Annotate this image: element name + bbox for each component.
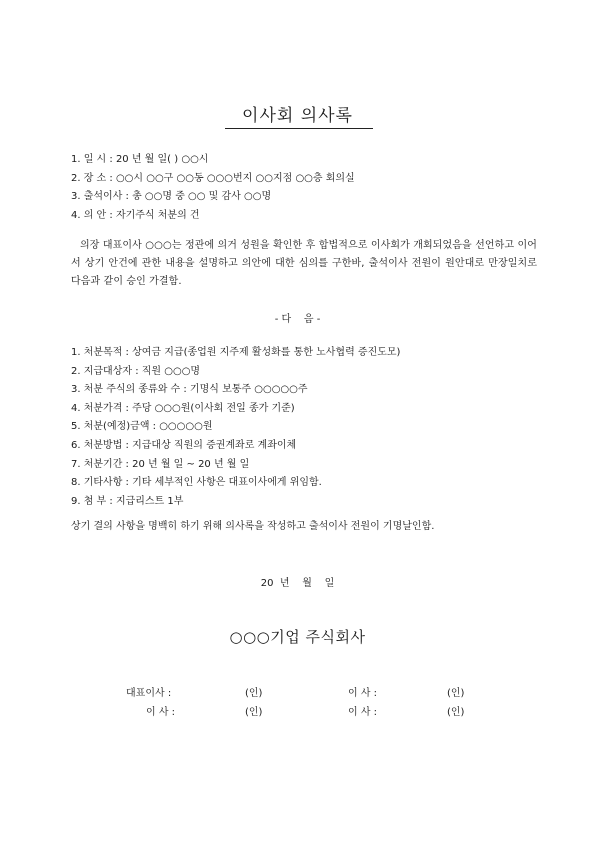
closing-statement: 상기 결의 사항을 명백히 하기 위해 의사록을 작성하고 출석이사 전원이 기명날인함. xyxy=(71,521,435,532)
signatory-title: 대표이사 : xyxy=(126,688,172,699)
signatory-title: 이 사 : xyxy=(146,707,176,718)
resolution-item: 4. 처분가격 : 주당 ○○○원(이사회 전일 종가 기준) xyxy=(71,402,295,414)
resolution-item: 3. 처분 주식의 종류와 수 : 기명식 보통주 ○○○○○주 xyxy=(71,384,308,396)
resolution-item: 7. 처분기간 : 20 년 월 일 ~ 20 년 월 일 xyxy=(71,458,250,470)
meeting-details xyxy=(71,151,355,225)
signature-row xyxy=(0,703,595,719)
agenda-line-datetime: 1. 일 시 : 20 년 월 일( ) ○○시 xyxy=(71,154,209,165)
seal-mark: (인) xyxy=(245,688,263,699)
resolution-item: 1. 처분목적 : 상여금 지급(종업원 지주제 활성화를 통한 노사협력 증진도모) xyxy=(71,347,401,358)
agenda-line-subject: 4. 의 안 : 자기주식 처분의 건 xyxy=(71,209,200,221)
document-title: 이사회 의사록 xyxy=(242,106,353,126)
seal-mark: (인) xyxy=(447,688,465,699)
signature-row xyxy=(0,684,595,700)
resolution-item: 6. 처분방법 : 지급대상 직원의 증권계좌로 계좌이체 xyxy=(71,439,297,451)
resolution-item: 9. 첨 부 : 지급리스트 1부 xyxy=(71,495,184,507)
resolution-items xyxy=(71,344,400,511)
body-paragraph: 의장 대표이사 ○○○는 정관에 의거 성원을 확인한 후 합법적으로 이사회가 개회되었음을 선언하고 이어서 상기 안건에 관한 내용을 설명하고 의안에 대한 심의를 구한바, 출석이사 전원이 원안대로 만장일치로 다음과 같이 승인 가결함. xyxy=(71,240,537,287)
signatory-title: 이 사 : xyxy=(348,707,378,718)
resolution-item: 2. 지급대상자 : 직원 ○○○명 xyxy=(71,365,201,377)
resolution-item: 8. 기타사항 : 기타 세부적인 사항은 대표이사에게 위임함. xyxy=(71,477,322,489)
seal-mark: (인) xyxy=(245,707,263,718)
section-heading: - 다 음 - xyxy=(274,314,321,325)
signing-date: 20 년 월 일 xyxy=(260,578,335,589)
agenda-line-location: 2. 장 소 : ○○시 ○○구 ○○동 ○○○번지 ○○지점 ○○층 회의실 xyxy=(71,172,355,184)
resolution-item: 5. 처분(예정)금액 : ○○○○○원 xyxy=(71,421,213,433)
agenda-line-attendance: 3. 출석이사 : 총 ○○명 중 ○○ 및 감사 ○○명 xyxy=(71,191,272,202)
company-name: ○○○기업 주식회사 xyxy=(229,628,366,646)
seal-mark: (인) xyxy=(447,707,465,718)
signatory-title: 이 사 : xyxy=(348,688,378,699)
title-underline xyxy=(225,128,373,129)
